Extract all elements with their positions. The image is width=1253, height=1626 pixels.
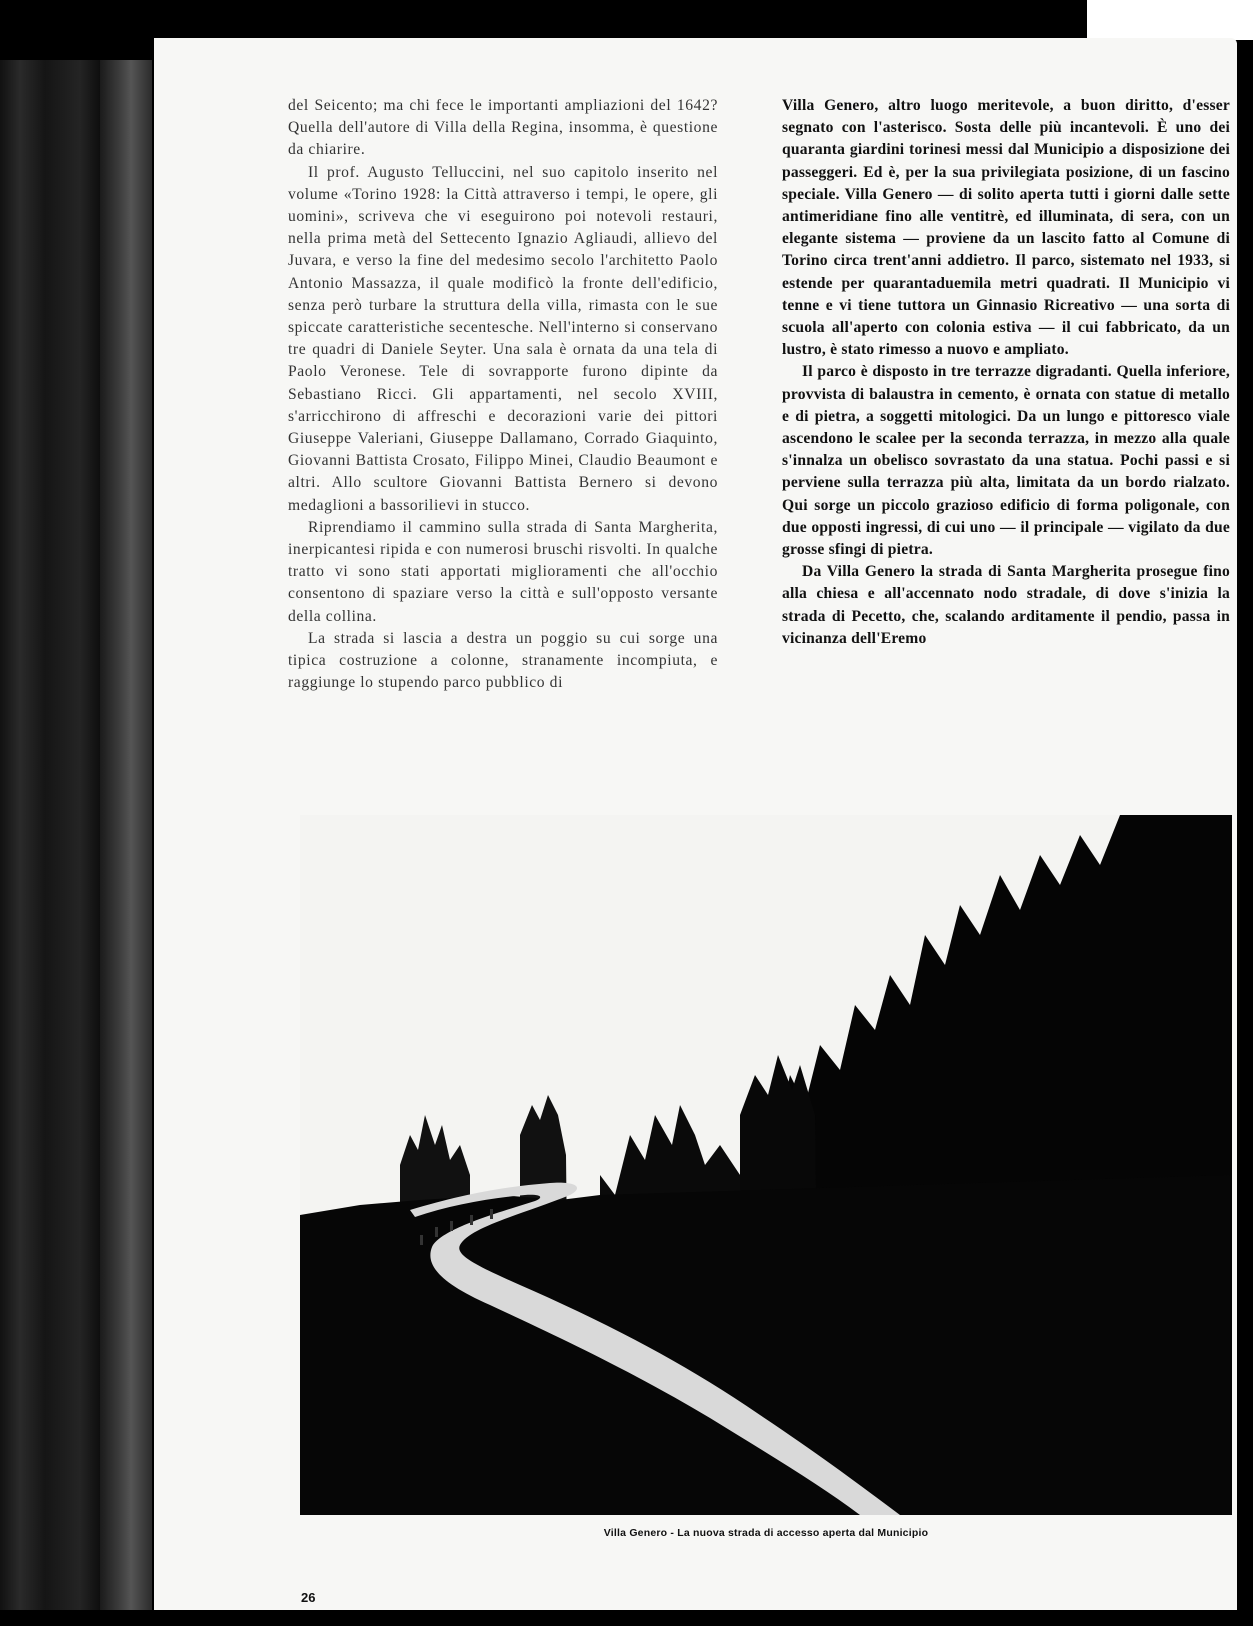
hillside <box>300 1175 1232 1515</box>
landscape-photo <box>300 815 1232 1515</box>
paragraph: La strada si lascia a destra un poggio su cui sorge una tipica costruzione a colonne, stranamente incompiuta, e raggiunge lo stupendo parco pubblico di <box>288 629 718 692</box>
paragraph: del Seicento; ma chi fece le importanti ampliazioni del 1642? Quella dell'autore di Villa della Regina, insomma, è questione da chiarire. <box>288 97 718 159</box>
text-column-left <box>288 95 718 694</box>
paragraph: Villa Genero, altro luogo meritevole, a buon diritto, d'esser segnato con l'asterisco. Sosta delle più incantevoli. È uno dei quaranta giardini torinesi messi dal Municipio a disposizione dei passeggeri. Ed è, per la sua privilegiata posizione, di un fascino speciale. Villa Genero — di solito aperta tutti i giorni dalle sette antimeridiane fino alle ventitrè, ed illuminata, di sera, con un elegante sistema — proviene da un lascito fatto al Comune di Torino circa trent'anni addietro. Il parco, sistemato nel 1933, si estende per quarantaduemila metri quadrati. Il Municipio vi tenne e vi tiene tuttora un Ginnasio Ricreativo — una sorta di scuola all'aperto con colonia estiva — il cui fabbricato, da un lustro, è stato rimesso a nuovo e ampliato. <box>782 97 1230 359</box>
page-number: 26 <box>301 1590 316 1605</box>
scan-top-right-margin <box>1087 0 1253 40</box>
photo-caption: Villa Genero - La nuova strada di accesso aperta dal Municipio <box>603 1527 929 1539</box>
paragraph: Da Villa Genero la strada di Santa Margherita prosegue fino alla chiesa e all'accennato nodo stradale, di dove s'inizia la strada di Pecetto, che, scalando arditamente il pendio, passa in vicinanza dell'Eremo <box>782 563 1230 647</box>
text-column-right <box>782 95 1230 650</box>
paragraph: Il prof. Augusto Telluccini, nel suo capitolo inserito nel volume «Torino 1928: la Città attraverso i tempi, le opere, gli uomini», scriveva che vi eseguirono poi notevoli restauri, nella prima metà del Settecento Ignazio Agliaudi, allievo del Juvara, e verso la fine del medesimo secolo l'architetto Paolo Antonio Massazza, il quale modificò la fronte dell'edificio, senza però turbare la struttura della villa, rimasta con le sue spiccate caratteristiche secentesche. Nell'interno si conservano tre quadri di Daniele Seyter. Una sala è ornata da una tela di Paolo Veronese. Tele di sovrapporte furono dipinte da Sebastiano Ricci. Gli appartamenti, nel secolo XVIII, s'arricchirono di affreschi e decorazioni varie dei pittori Giuseppe Valeriani, Giuseppe Dallamano, Corrado Giaquinto, Giovanni Battista Crosato, Filippo Minei, Claudio Beaumont e altri. Allo scultore Giovanni Battista Bernero si devono medaglioni a bassorilievi in stucco. <box>288 163 718 514</box>
book-spine <box>100 48 152 1610</box>
paragraph: Il parco è disposto in tre terrazze digradanti. Quella inferiore, provvista di balaustra in cemento, è ornata con statue di metallo e di pietra, a soggetti mitologici. Da un lungo e pittoresco viale ascendono le scalee per la seconda terrazza, in mezzo alla quale s'innalza un obelisco sovrastato da una statua. Pochi passi e si perviene sulla terrazza più alta, limitata da un bordo rialzato. Qui sorge un piccolo grazioso edificio di forma poligonale, con due opposti ingressi, di cui uno — il principale — vigilato da due grosse sfingi di pietra. <box>782 363 1230 559</box>
scan-bottom-border <box>0 1610 1253 1626</box>
photo-illustration <box>300 815 1232 1515</box>
scan-binding-shadow <box>0 48 100 1610</box>
scan-right-border <box>1237 40 1253 1626</box>
paragraph: Riprendiamo il cammino sulla strada di Santa Margherita, inerpicantesi ripida e con numerosi bruschi risvolti. In qualche tratto vi sono stati apportati miglioramenti che all'occhio consentono di spaziare verso la città e sull'opposto versante della collina. <box>288 518 718 625</box>
